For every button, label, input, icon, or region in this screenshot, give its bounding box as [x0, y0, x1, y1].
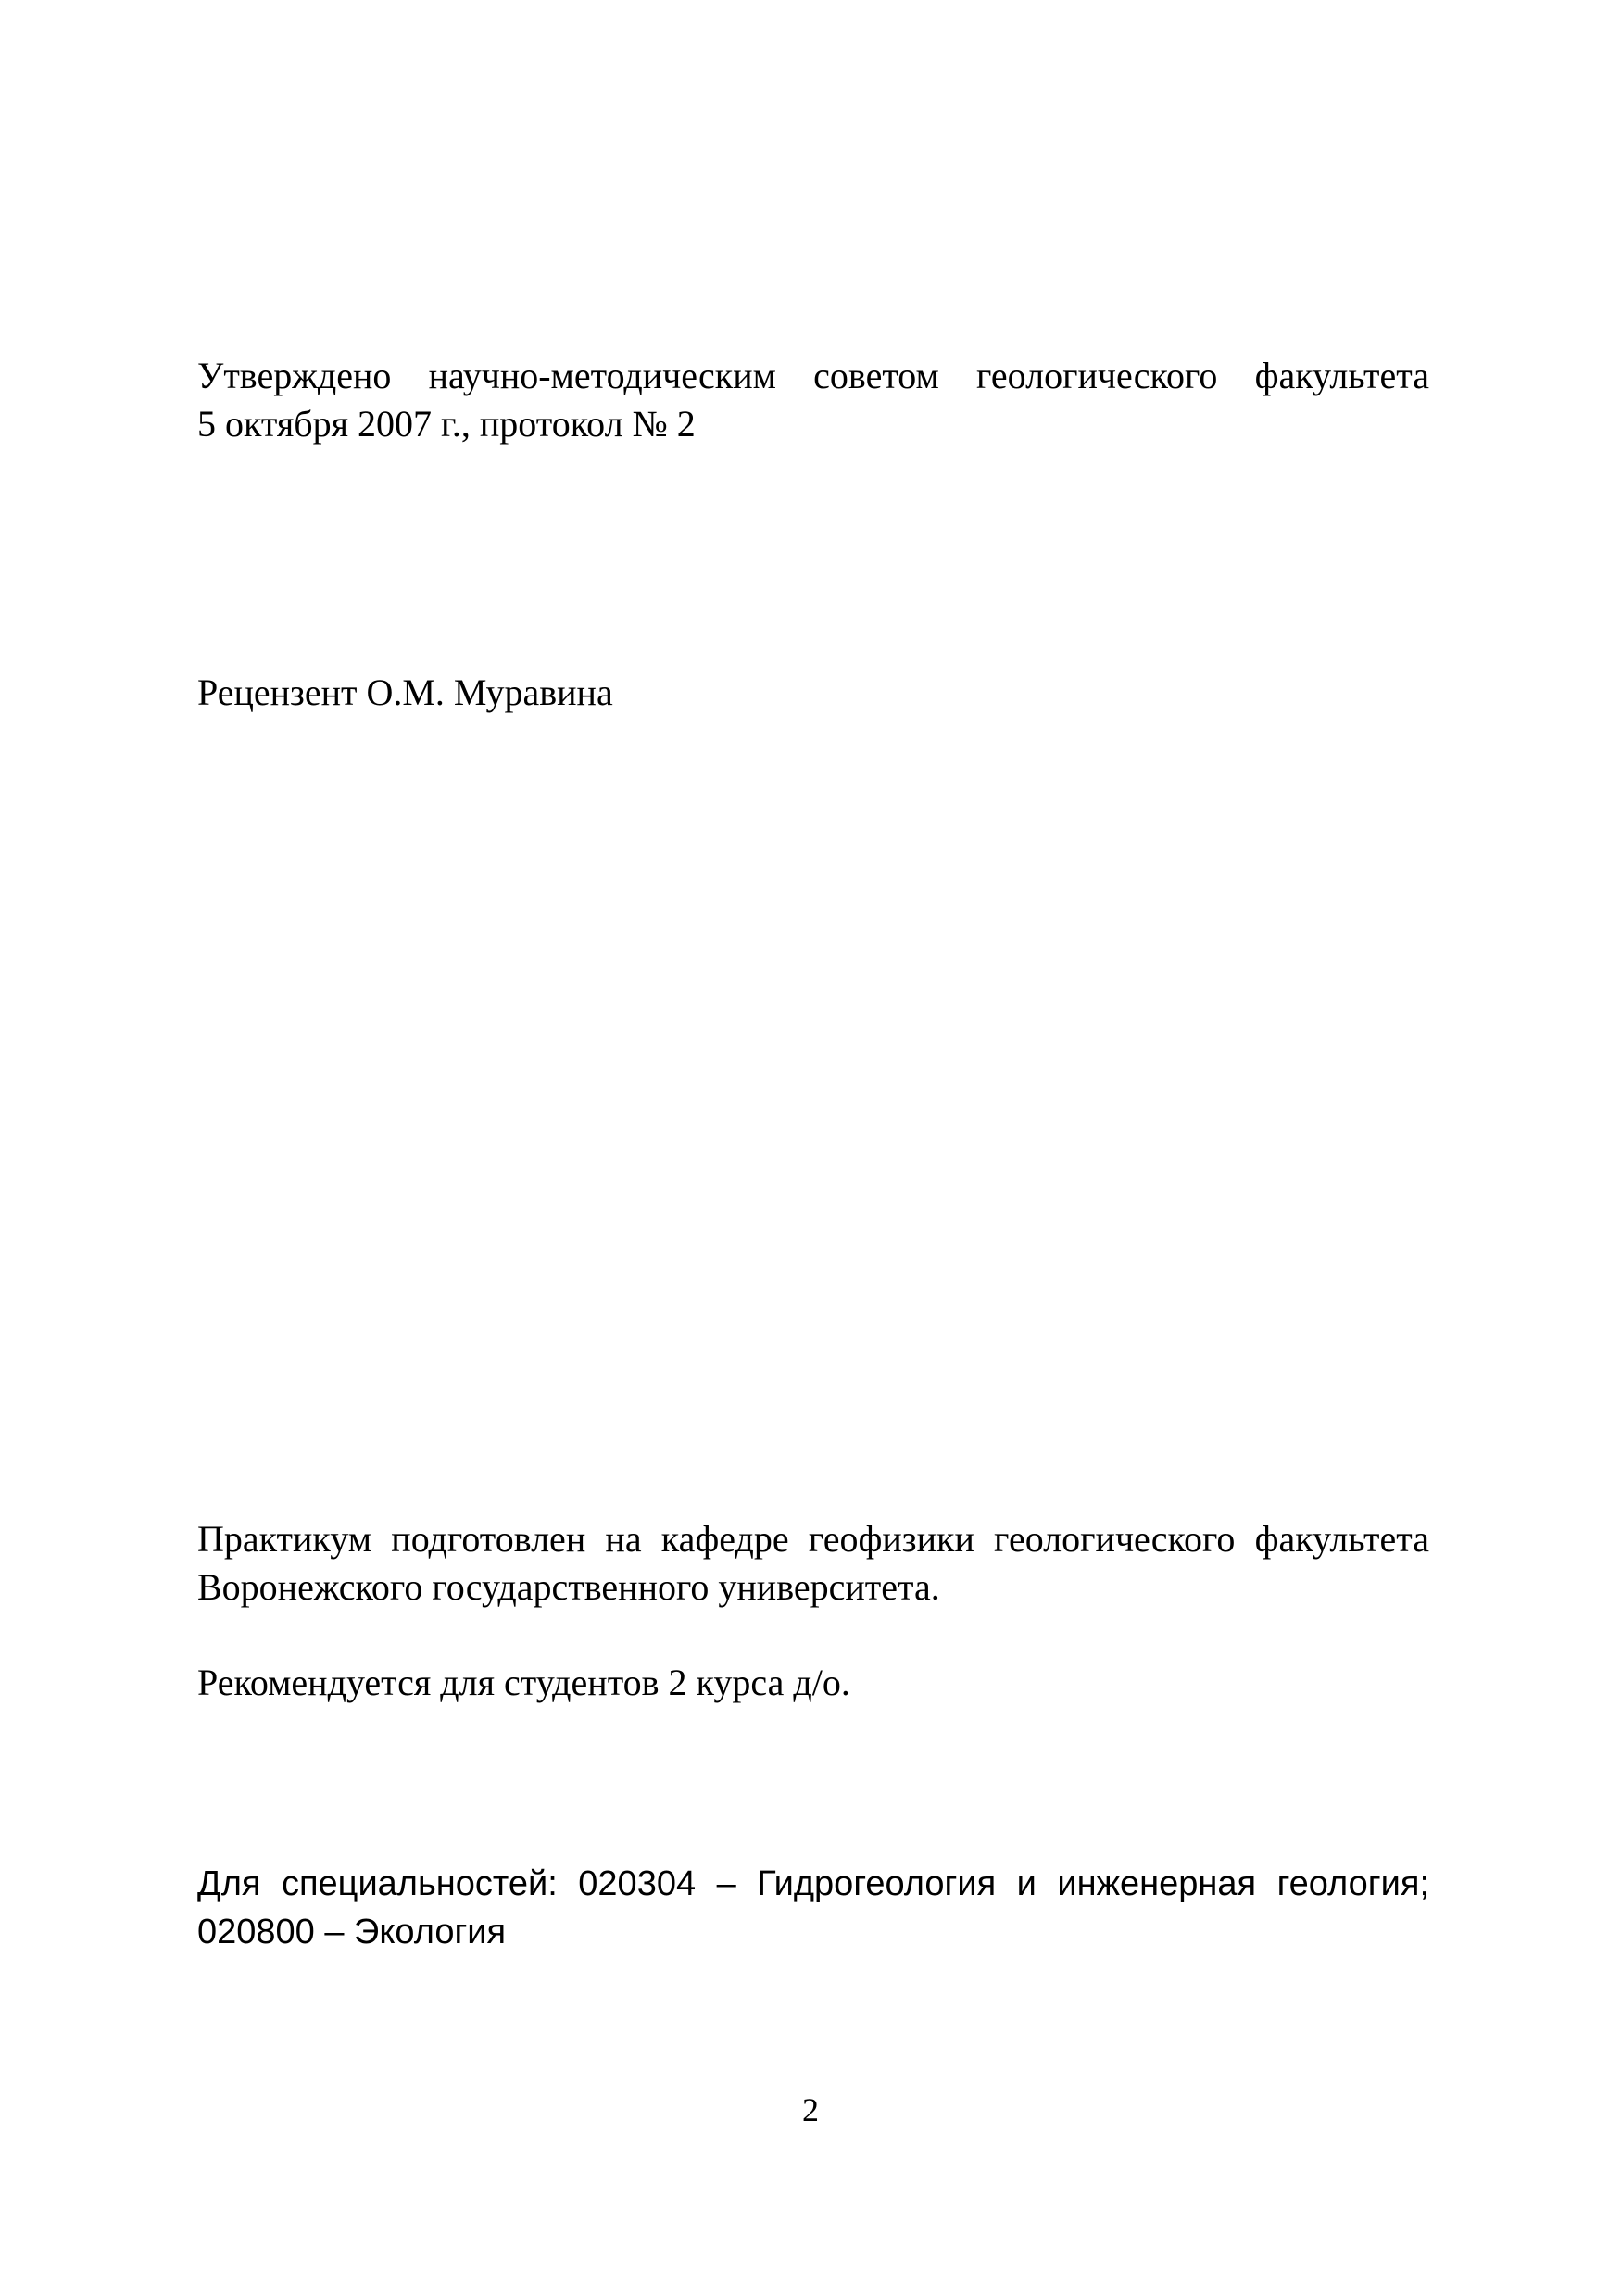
recommendation-note	[197, 1659, 1429, 1707]
page-number: 2	[802, 2091, 819, 2128]
approval-line-1: Утверждено научно-методическим советом геологического факультета	[197, 355, 1429, 396]
prepared-line-1: Практикум подготовлен на кафедре геофизики геологического факультета	[197, 1518, 1429, 1560]
reviewer-note	[197, 669, 1429, 717]
recommendation-text: Рекомендуется для студентов 2 курса д/о.	[197, 1662, 850, 1703]
specialties-note	[197, 1860, 1429, 1956]
prepared-line-2: Воронежского государственного университета.	[197, 1566, 940, 1608]
specialties-line-1: Для специальностей: 020304 – Гидрогеология и инженерная геология;	[197, 1864, 1429, 1903]
approval-note	[197, 352, 1429, 448]
specialties-line-2: 020800 – Экология	[197, 1913, 507, 1951]
prepared-note	[197, 1515, 1429, 1612]
reviewer-text: Рецензент О.М. Муравина	[197, 671, 613, 713]
approval-line-2: 5 октября 2007 г., протокол № 2	[197, 403, 696, 445]
